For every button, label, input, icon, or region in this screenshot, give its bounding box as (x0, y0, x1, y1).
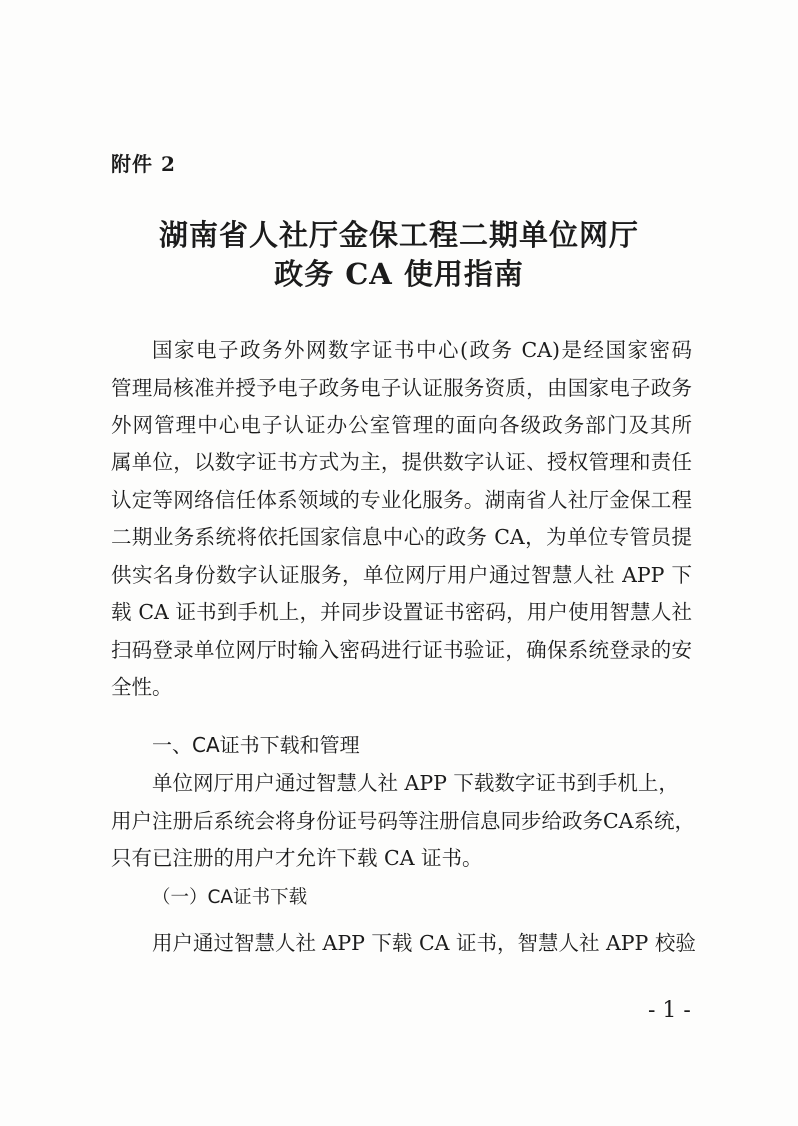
page-number: - 1 - (648, 998, 691, 1023)
attachment-label: 附件 2 (111, 152, 176, 176)
intro-line: 国家电子政务外网数字证书中心(政务 CA)是经国家密码 (152, 338, 692, 362)
intro-line: 二期业务系统将依托国家信息中心的政务 CA，为单位专管员提 (111, 525, 692, 549)
subsection-1-heading: （一）CA证书下载 (152, 887, 308, 908)
intro-line: 属单位，以数字证书方式为主，提供数字认证、授权管理和责任 (111, 450, 692, 474)
intro-line: 供实名身份数字认证服务，单位网厅用户通过智慧人社 APP 下 (111, 563, 692, 587)
section-1-line: 用户注册后系统会将身份证号码等注册信息同步给政务CA系统， (111, 809, 695, 833)
document-title-line-2: 政务 CA 使用指南 (274, 257, 524, 291)
document-title-line-1: 湖南省人社厅金保工程二期单位网厅 (158, 218, 639, 252)
intro-line: 载 CA 证书到手机上，并同步设置证书密码，用户使用智慧人社 (111, 600, 692, 624)
section-1-line: 单位网厅用户通过智慧人社 APP 下载数字证书到手机上， (152, 771, 679, 795)
intro-line: 认定等网络信任体系领域的专业化服务。湖南省人社厅金保工程 (111, 488, 692, 512)
intro-line: 外网管理中心电子认证办公室管理的面向各级政务部门及其所 (111, 413, 692, 437)
intro-line: 全性。 (111, 675, 173, 699)
section-1-line: 只有已注册的用户才允许下载 CA 证书。 (111, 846, 483, 870)
intro-line: 扫码登录单位网厅时输入密码进行证书验证，确保系统登录的安 (111, 638, 692, 662)
intro-line: 管理局核准并授予电子政务电子认证服务资质，由国家电子政务 (111, 376, 692, 400)
subsection-1-line: 用户通过智慧人社 APP 下载 CA 证书，智慧人社 APP 校验 (152, 931, 696, 955)
section-1-heading: 一、CA证书下载和管理 (152, 733, 360, 757)
